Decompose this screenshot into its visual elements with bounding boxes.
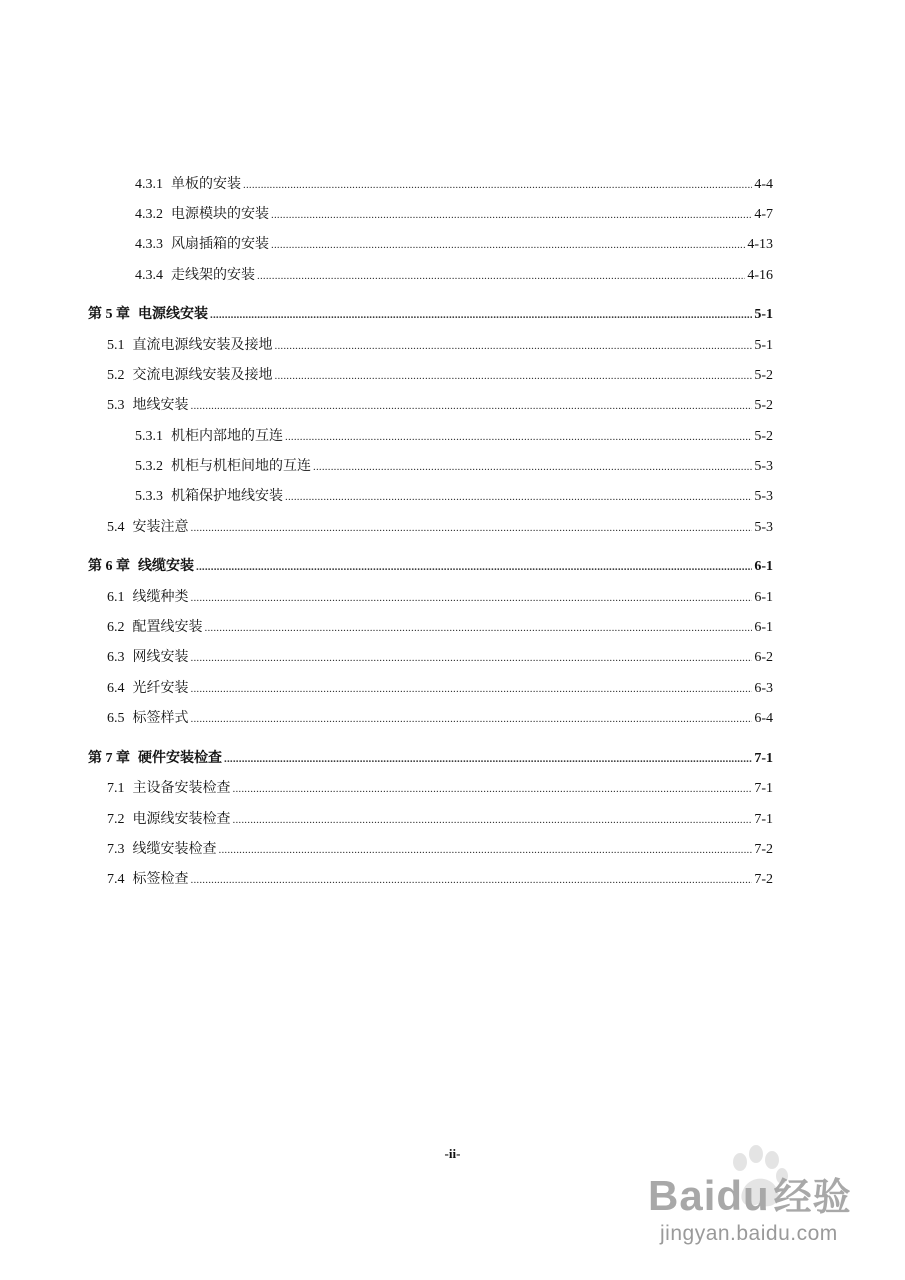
toc-entry-6-2[interactable] <box>107 619 773 637</box>
dot-leader <box>191 710 753 728</box>
dot-leader <box>275 367 753 385</box>
toc-page: 5-3 <box>754 520 773 535</box>
toc-page: 5-2 <box>754 429 773 444</box>
toc-number: 5.3.2 <box>135 459 163 474</box>
toc-number: 6.1 <box>107 590 125 605</box>
dot-leader <box>233 811 753 829</box>
toc-number: 4.3.1 <box>135 177 163 192</box>
toc-number: 4.3.4 <box>135 268 163 283</box>
dot-leader <box>313 458 752 476</box>
toc-entry-7-1[interactable] <box>107 780 773 798</box>
toc-page: 5-2 <box>754 368 773 383</box>
toc-page: 6-1 <box>754 620 773 635</box>
toc-title: 风扇插箱的安装 <box>171 237 269 252</box>
watermark-url: jingyan.baidu.com <box>660 1222 838 1245</box>
toc-number: 第 7 章 <box>88 751 130 766</box>
toc-page: 7-1 <box>754 812 773 827</box>
toc-number: 4.3.2 <box>135 207 163 222</box>
toc-title: 标签样式 <box>132 711 189 726</box>
toc-number: 5.4 <box>107 520 125 535</box>
dot-leader <box>233 780 753 798</box>
toc-title: 主设备安装检查 <box>132 781 231 796</box>
toc-title: 机柜内部地的互连 <box>171 429 283 444</box>
page-number: -ii- <box>444 1146 461 1161</box>
toc-entry-5-2[interactable] <box>107 367 773 385</box>
dot-leader <box>191 589 753 607</box>
dot-leader <box>191 397 753 415</box>
toc-page: 4-13 <box>747 237 773 252</box>
dot-leader <box>210 306 752 324</box>
toc-page: 5-2 <box>754 398 773 413</box>
dot-leader <box>243 176 752 194</box>
toc-title: 配置线安装 <box>132 620 203 635</box>
toc-title: 机箱保护地线安装 <box>171 489 283 504</box>
toc-page: 4-4 <box>754 177 773 192</box>
toc-page: 5-3 <box>754 459 773 474</box>
toc-title: 地线安装 <box>132 398 189 413</box>
toc-title: 电源模块的安装 <box>171 207 269 222</box>
toc-page: 5-1 <box>754 338 773 353</box>
toc-entry-6-5[interactable] <box>107 710 773 728</box>
toc-page: 7-1 <box>754 781 773 796</box>
toc-entry-4-3-1[interactable] <box>135 176 773 194</box>
dot-leader <box>205 619 753 637</box>
toc-number: 7.1 <box>107 781 125 796</box>
toc-page: 6-1 <box>754 559 773 574</box>
toc-entry-6-4[interactable] <box>107 680 773 698</box>
dot-leader <box>285 488 752 506</box>
toc-title: 交流电源线安装及接地 <box>132 368 273 383</box>
toc-number: 6.5 <box>107 711 125 726</box>
toc-chapter-7[interactable] <box>88 750 773 768</box>
toc-number: 5.3 <box>107 398 125 413</box>
toc-title: 光纤安装 <box>132 681 189 696</box>
toc-entry-7-3[interactable] <box>107 841 773 859</box>
toc-number: 第 5 章 <box>88 307 130 322</box>
dot-leader <box>271 206 752 224</box>
dot-leader <box>257 267 745 285</box>
toc-entry-7-4[interactable] <box>107 871 773 889</box>
watermark-brand <box>648 1166 852 1221</box>
toc-title: 走线架的安装 <box>171 268 255 283</box>
dot-leader <box>275 337 753 355</box>
toc-title: 单板的安装 <box>171 177 241 192</box>
toc-page: 7-1 <box>754 751 773 766</box>
toc-title: 网线安装 <box>132 650 189 665</box>
toc-page: 7-2 <box>754 842 773 857</box>
dot-leader <box>219 841 753 859</box>
toc-number: 5.3.1 <box>135 429 163 444</box>
toc-entry-5-3-1[interactable] <box>135 428 773 446</box>
dot-leader <box>191 649 753 667</box>
watermark-brand-cn: 经验 <box>773 1175 852 1219</box>
toc-page: 5-3 <box>754 489 773 504</box>
toc-title: 线缆安装检查 <box>132 842 217 857</box>
toc-title: 电源线安装检查 <box>132 812 231 827</box>
toc-page: 6-4 <box>754 711 773 726</box>
watermark-brand-du: du <box>716 1172 770 1219</box>
dot-leader <box>224 750 752 768</box>
toc-entry-6-1[interactable] <box>107 589 773 607</box>
dot-leader <box>191 519 753 537</box>
toc-page: 5-1 <box>754 307 773 322</box>
toc-number: 6.4 <box>107 681 125 696</box>
toc-entry-4-3-4[interactable] <box>135 267 773 285</box>
toc-title: 安装注意 <box>132 520 189 535</box>
toc-number: 第 6 章 <box>88 559 130 574</box>
dot-leader <box>191 871 753 889</box>
toc-chapter-5[interactable] <box>88 306 773 324</box>
dot-leader <box>285 428 752 446</box>
toc-title: 线缆安装 <box>138 559 194 574</box>
toc-number: 7.4 <box>107 872 125 887</box>
watermark-brand-bai: Bai <box>648 1172 717 1219</box>
dot-leader <box>196 558 752 576</box>
toc-title: 硬件安装检查 <box>138 751 222 766</box>
toc-page: 6-1 <box>754 590 773 605</box>
toc-title: 标签检查 <box>132 872 189 887</box>
toc-number: 5.1 <box>107 338 125 353</box>
toc-page: 6-2 <box>754 650 773 665</box>
toc-number: 6.2 <box>107 620 125 635</box>
toc-title: 机柜与机柜间地的互连 <box>171 459 311 474</box>
toc-entry-6-3[interactable] <box>107 649 773 667</box>
toc-title: 线缆种类 <box>132 590 189 605</box>
toc-entry-5-1[interactable] <box>107 337 773 355</box>
toc-number: 7.3 <box>107 842 125 857</box>
toc-number: 6.3 <box>107 650 125 665</box>
dot-leader <box>271 236 745 254</box>
toc-title: 直流电源线安装及接地 <box>132 338 273 353</box>
toc-entry-4-3-2[interactable] <box>135 206 773 224</box>
toc-page: 6-3 <box>754 681 773 696</box>
toc-page: 4-7 <box>754 207 773 222</box>
dot-leader <box>191 680 753 698</box>
toc-number: 5.3.3 <box>135 489 163 504</box>
toc-page: 7-2 <box>754 872 773 887</box>
toc-entry-7-2[interactable] <box>107 811 773 829</box>
toc-entry-4-3-3[interactable] <box>135 236 773 254</box>
toc-entry-5-4[interactable] <box>107 519 773 537</box>
toc-page: 4-16 <box>747 268 773 283</box>
toc-number: 7.2 <box>107 812 125 827</box>
toc-chapter-6[interactable] <box>88 558 773 576</box>
toc-title: 电源线安装 <box>138 307 208 322</box>
toc-number: 5.2 <box>107 368 125 383</box>
toc-number: 4.3.3 <box>135 237 163 252</box>
toc-entry-5-3-3[interactable] <box>135 488 773 506</box>
toc-entry-5-3[interactable] <box>107 397 773 415</box>
toc-entry-5-3-2[interactable] <box>135 458 773 476</box>
